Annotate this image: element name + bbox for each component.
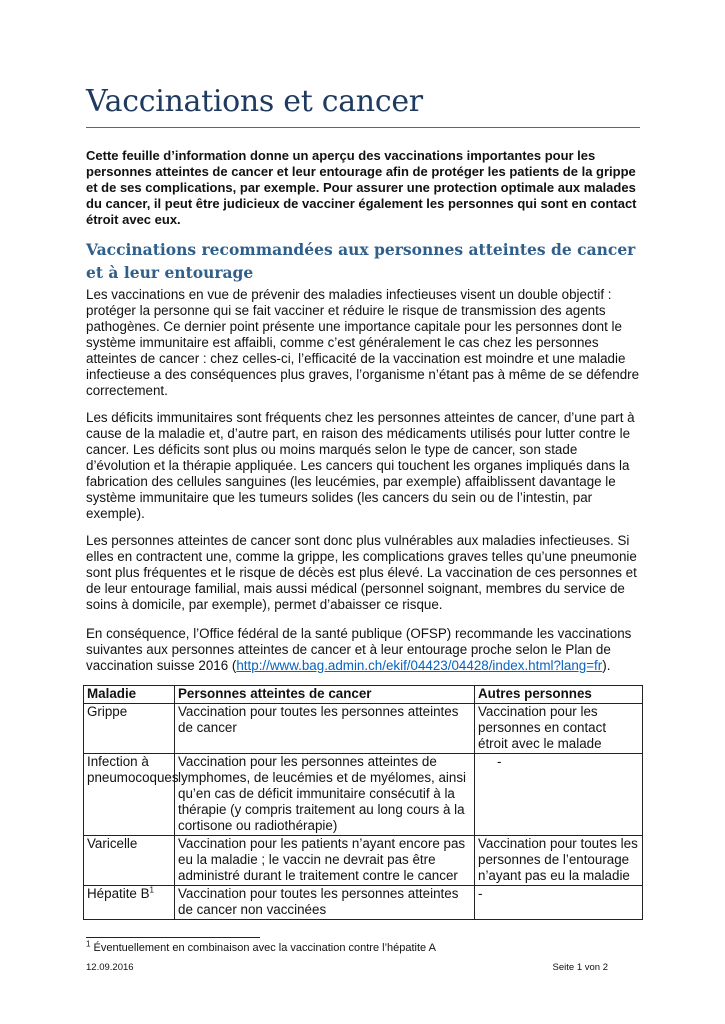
cell-patients: Vaccination pour toutes les personnes atteintes de cancer [175, 704, 475, 754]
cell-disease: Varicelle [84, 836, 175, 886]
table-row [84, 886, 643, 920]
intro-paragraph: Cette feuille d’information donne un aperçu des vaccinations importantes pour les personnes atteintes de cancer et leur entourage afin de protéger les patients de la grippe et de ses complications, par exemple. Pour assurer une protection optimale aux malades du cancer, il peut être judicieux de vacciner également les personnes qui sont en contact étroit avec eux. [86, 148, 637, 227]
cell-disease: Infection à pneumocoques [84, 754, 175, 836]
cell-others: Vaccination pour toutes les personnes de l’entourage n’ayant pas eu la maladie [475, 836, 643, 886]
footnote-reference[interactable]: 1 [149, 885, 154, 895]
header-others: Autres personnes [475, 686, 643, 704]
document-title: Vaccinations et cancer [86, 84, 423, 119]
cell-disease [84, 886, 175, 920]
cell-others: - [475, 754, 643, 836]
footnote-separator [86, 937, 260, 938]
cell-patients: Vaccination pour les patients n’ayant encore pas eu la maladie ; le vaccin ne devrait pas être administré durant le traitement contre le cancer [175, 836, 475, 886]
table-row [84, 836, 643, 886]
footer-page-number: Seite 1 von 2 [552, 962, 608, 973]
cell-disease: Grippe [84, 704, 175, 754]
footnote [86, 941, 436, 955]
footnote-text: Éventuellement en combinaison avec la vaccination contre l’hépatite A [90, 942, 436, 954]
paragraph-text-before-link: En conséquence, l’Office fédéral de la santé publique (OFSP) recommande les vaccinations suivantes aux personnes atteintes de cancer et à leur entourage proche selon le Plan de vaccination suisse 2016 ( [86, 626, 632, 673]
header-disease: Maladie [84, 686, 175, 704]
footer-date: 12.09.2016 [86, 962, 134, 973]
table-row [84, 704, 643, 754]
paragraph-vaccination-objectives: Les vaccinations en vue de prévenir des maladies infectieuses visent un double objectif : protéger la personne qui se fait vacciner et réduire le risque de transmission des agents pathogènes. Ce dernier point présente une importance capitale pour les personnes dont le système immunitaire est affaibli, comme c’est généralement le cas chez les personnes atteintes de cancer : chez celles-ci, l’efficacité de la vaccination est moindre et une maladie infectieuse a des conséquences plus graves, l’organisme n’étant pas à même de se défendre correctement. [86, 287, 640, 398]
paragraph-ofsp-recommendation [86, 626, 642, 674]
cell-patients: Vaccination pour les personnes atteintes de lymphomes, de leucémies et de myélomes, ainsi qu’en cas de déficit immunitaire consécutif à la thérapie (y compris traitement au long cours à la cortisone ou radiothérapie) [175, 754, 475, 836]
table-header-row [84, 686, 643, 704]
title-underline [86, 127, 640, 128]
cell-patients: Vaccination pour toutes les personnes atteintes de cancer non vaccinées [175, 886, 475, 920]
cell-others: - [475, 886, 643, 920]
paragraph-immune-deficits: Les déficits immunitaires sont fréquents chez les personnes atteintes de cancer, d’une part à cause de la maladie et, d’autre part, en raison des médicaments utilisés pour lutter contre le cancer. Les déficits sont plus ou moins marqués selon le type de cancer, son stade d’évolution et la thérapie appliquée. Les cancers qui touchent les organes impliqués dans la fabrication des cellules sanguines (les leucémies, par exemple) affaiblissent davantage le système immunitaire que les tumeurs solides (les cancers du sein ou de l’intestin, par exemple). [86, 410, 635, 521]
paragraph-text-after-link: ). [602, 658, 611, 673]
section-heading: Vaccinations recommandées aux personnes atteintes de cancer et à leur entourage [86, 240, 636, 282]
vaccination-table [83, 685, 643, 920]
table-row [84, 754, 643, 836]
cell-others: Vaccination pour les personnes en contact étroit avec le malade [475, 704, 643, 754]
disease-name: Hépatite B [87, 886, 150, 901]
paragraph-vulnerability: Les personnes atteintes de cancer sont donc plus vulnérables aux maladies infectieuses. Si elles en contractent une, comme la grippe, les complications graves telles qu’une pneumonie sont plus fréquentes et le risque de décès est plus élevé. La vaccination de ces personnes et de leur entourage familial, mais aussi médical (personnel soignant, membres du service de soins à domicile, par exemple), permet d’abaisser ce risque. [86, 533, 637, 612]
footnote-marker: 1 [86, 939, 91, 949]
header-patients: Personnes atteintes de cancer [175, 686, 475, 704]
bag-vaccination-plan-link[interactable]: http://www.bag.admin.ch/ekif/04423/04428/index.html?lang=fr [236, 658, 603, 673]
